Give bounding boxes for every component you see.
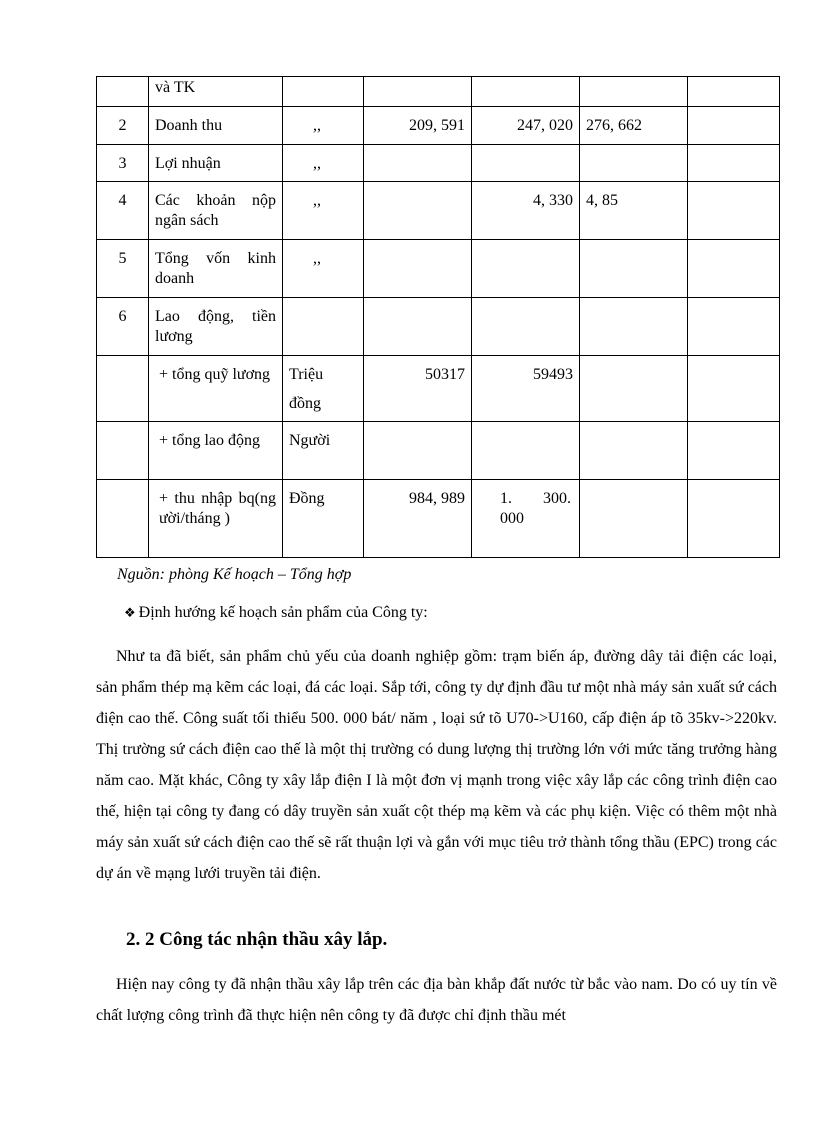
table-row [97,77,780,107]
table-row [97,356,780,422]
row-value-1 [364,77,472,107]
section-heading: 2. 2 Công tác nhận thầu xây lắp. [126,929,388,950]
paragraph-contracting: Hiện nay công ty đã nhận thầu xây lắp trên các địa bàn khắp đất nước từ bắc vào nam. Do có uy tín về chất lượng công trình đã thực hiện nên công ty đã được chỉ định thầu mét [96,976,777,1024]
row-value-2 [472,298,580,356]
row-value-2: 59493 [472,356,580,422]
table-row [97,182,780,240]
row-unit: ,, [283,240,364,298]
row-value-1 [364,240,472,298]
row-item: + tổng lao động [149,422,283,480]
row-value-1 [364,145,472,182]
row-value-2: 247, 020 [472,107,580,145]
row-value-3 [580,480,688,558]
row-value-2: 1. 300. 000 [472,480,580,558]
row-value-1: 984, 989 [364,480,472,558]
table-row [97,480,780,558]
row-value-1: 50317 [364,356,472,422]
row-value-2 [472,240,580,298]
row-value-4 [688,182,780,240]
row-item: Lao động, tiền lương [149,298,283,356]
row-item: Tổng vốn kinh doanh [149,240,283,298]
table-row [97,240,780,298]
row-item: + tổng quỹ lương [149,356,283,422]
row-unit: Đồng [283,480,364,558]
row-number [97,422,149,480]
row-value-1: 209, 591 [364,107,472,145]
row-item: + thu nhập bq(người/tháng ) [149,480,283,558]
row-number: 6 [97,298,149,356]
row-value-2 [472,422,580,480]
row-value-4 [688,422,780,480]
diamond-dots-icon: ❖ [124,605,136,620]
paragraph-products: Như ta đã biết, sản phẩm chủ yếu của doanh nghiệp gồm: trạm biến áp, đường dây tải điện các loại, sản phẩm thép mạ kẽm các loại, đá các loại. Sắp tới, công ty dự định đầu tư một nhà máy sản xuất sứ cách điện cao thế. Công suất tối thiểu 500. 000 bát/ năm , loại sứ tõ U70->U160, cấp điện áp tõ 35kv->220kv. Thị trường sứ cách điện cao thế là một thị trường có dung lượng thị trường lớn với mức tăng trưởng hàng năm cao. Mặt khác, Công ty xây lắp điện I là một đơn vị mạnh trong việc xây lắp các công trình điện cao thế, hiện tại công ty đang có dây truyền sản xuất cột thép mạ kẽm và các phụ kiện. Việc có thêm một nhà máy sản xuất sứ cách điện cao thế sẽ rất thuận lợi và gắn với mục tiêu trở thành tổng thầu (EPC) trong các dự án về mạng lưới truyền tải điện. [96,648,777,882]
row-value-3 [580,240,688,298]
row-number: 5 [97,240,149,298]
source-note: Nguồn: phòng Kế hoạch – Tổng hợp [117,566,352,583]
row-value-4 [688,356,780,422]
row-number: 2 [97,107,149,145]
row-value-2 [472,145,580,182]
row-value-3: 4, 85 [580,182,688,240]
row-value-4 [688,480,780,558]
row-number [97,480,149,558]
row-value-4 [688,77,780,107]
row-unit [283,77,364,107]
row-item: Doanh thu [149,107,283,145]
row-value-1 [364,298,472,356]
row-value-4 [688,107,780,145]
row-unit: Người [283,422,364,480]
row-value-3 [580,422,688,480]
row-value-2 [472,77,580,107]
row-item: và TK [149,77,283,107]
row-value-4 [688,298,780,356]
table-row [97,145,780,182]
row-value-2: 4, 330 [472,182,580,240]
row-value-3: 276, 662 [580,107,688,145]
row-unit: ,, [283,182,364,240]
table-row [97,422,780,480]
table-row [97,298,780,356]
statistics-table [96,76,780,558]
bullet-text: Định hướng kế hoạch sản phẩm của Công ty: [138,604,428,621]
row-number [97,77,149,107]
row-unit: Triệu đồng [283,356,364,422]
row-number: 4 [97,182,149,240]
row-unit: ,, [283,107,364,145]
row-unit: ,, [283,145,364,182]
row-value-1 [364,182,472,240]
row-value-4 [688,240,780,298]
bullet-heading [124,604,428,622]
row-item: Lợi nhuận [149,145,283,182]
table-row [97,107,780,145]
row-value-4 [688,145,780,182]
row-item: Các khoản nộp ngân sách [149,182,283,240]
row-value-3 [580,145,688,182]
row-number: 3 [97,145,149,182]
row-unit [283,298,364,356]
row-value-3 [580,77,688,107]
row-number [97,356,149,422]
row-value-3 [580,298,688,356]
row-value-3 [580,356,688,422]
row-value-1 [364,422,472,480]
